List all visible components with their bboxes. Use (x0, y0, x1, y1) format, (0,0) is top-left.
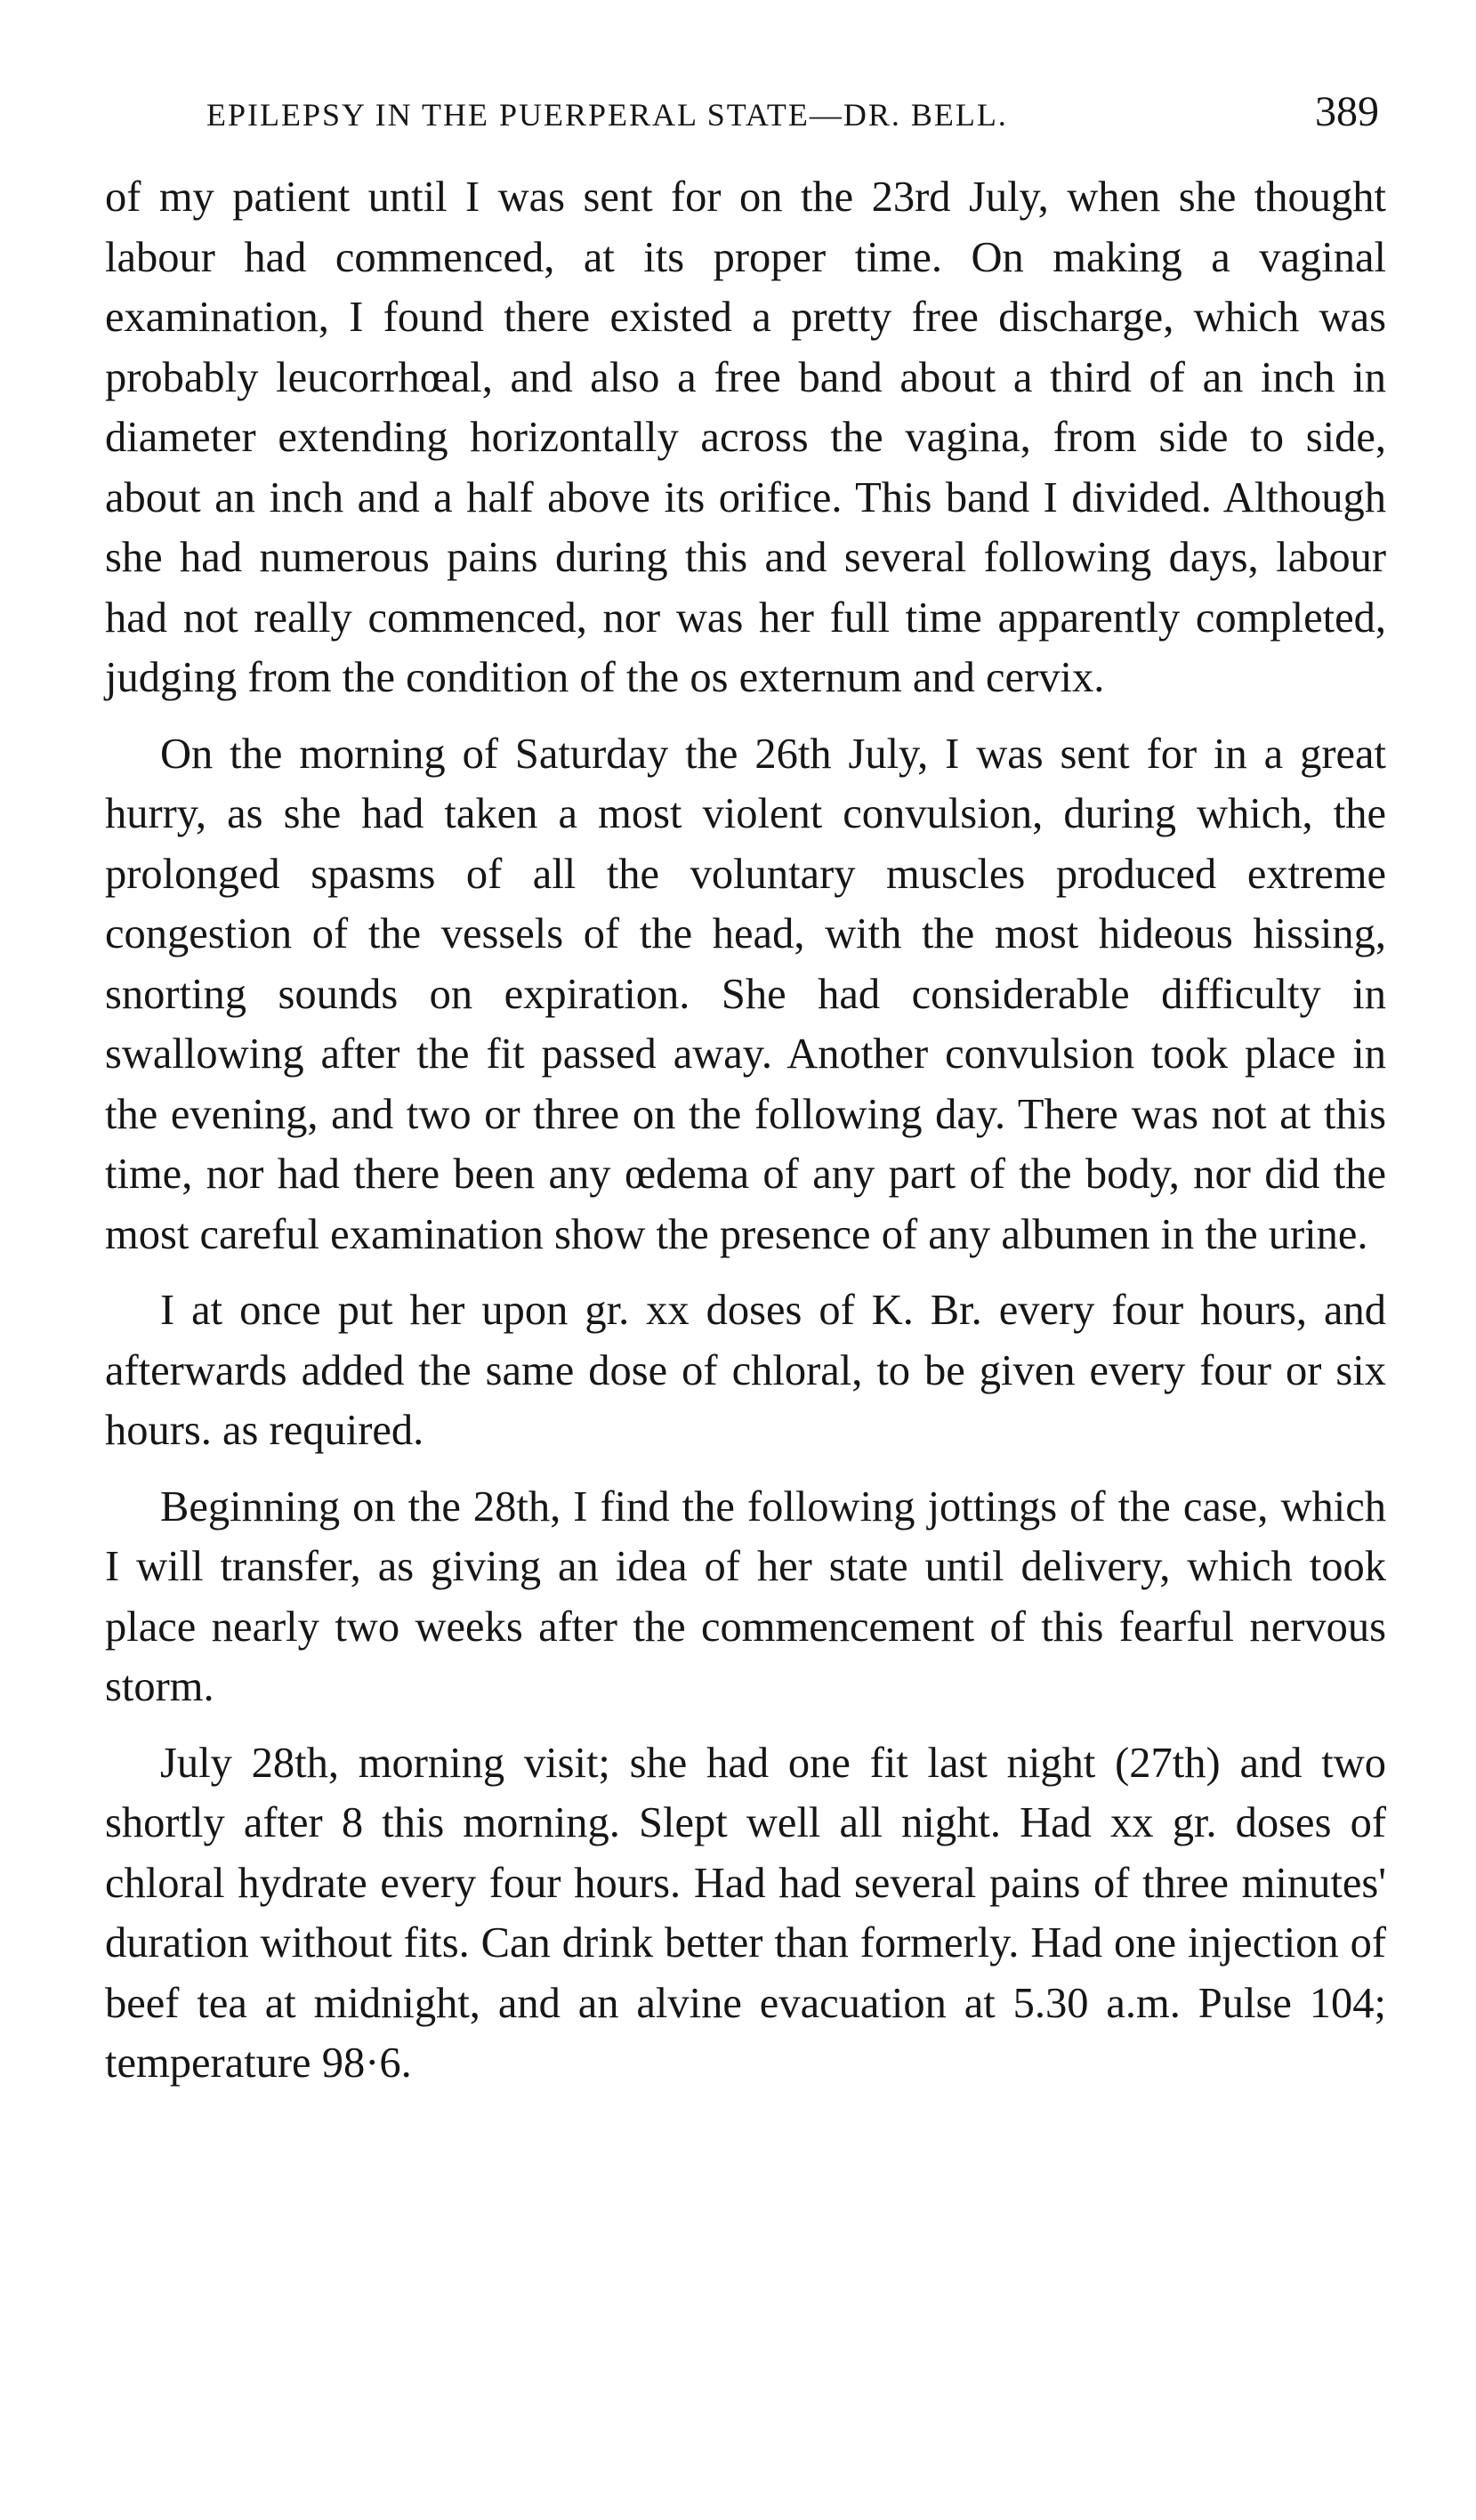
running-title: EPILEPSY IN THE PUERPERAL STATE—DR. BELL. (206, 97, 1008, 133)
paragraph-treatment: I at once put her upon gr. xx doses of K. Br. every four hours, and afterwards added the same dose of chloral, to be given every four or six hours. as required. (105, 1287, 1386, 1454)
paragraph-jottings: Beginning on the 28th, I find the following jottings of the case, which I will transfer, as giving an idea of her state until delivery, which took place nearly two weeks after the commencement of this fearful nervous storm. (105, 1482, 1386, 1710)
paragraph-july-28: July 28th, morning visit; she had one fit last night (27th) and two shortly after 8 this morning. Slept well all night. Had xx gr. doses of chloral hydrate every four hours. Had had several pains of three minutes' duration without fits. Can drink better than formerly. Had one injection of beef tea at midnight, and an alvine evacuation at 5.30 a.m. Pulse 104; temperature 98·6. (105, 1739, 1386, 2087)
body-text (105, 167, 1386, 2094)
paragraph-convulsion: On the morning of Saturday the 26th July, I was sent for in a great hurry, as she had taken a most violent convulsion, during which, the prolonged spasms of all the voluntary muscles produced extreme congestion of the vessels of the head, with the most hideous hissing, snorting sounds on expiration. She had considerable difficulty in swallowing after the fit passed away. Another convulsion took place in the evening, and two or three on the following day. There was not at this time, nor had there been any œdema of any part of the body, nor did the most careful examination show the presence of any albumen in the urine. (105, 730, 1386, 1258)
running-head (206, 87, 1379, 149)
paragraph-continued: of my patient until I was sent for on the 23rd July, when she thought labour had commenced, at its proper time. On making a vaginal examination, I found there existed a pretty free discharge, which was probably leucorrhœal, and also a free band about a third of an inch in diameter extending horizontally across the vagina, from side to side, about an inch and a half above its orifice. This band I divided. Although she had numerous pains during this and several following days, labour had not really commenced, nor was her full time apparently completed, judging from the condition of the os externum and cervix. (105, 174, 1386, 701)
page-number: 389 (1315, 88, 1379, 135)
